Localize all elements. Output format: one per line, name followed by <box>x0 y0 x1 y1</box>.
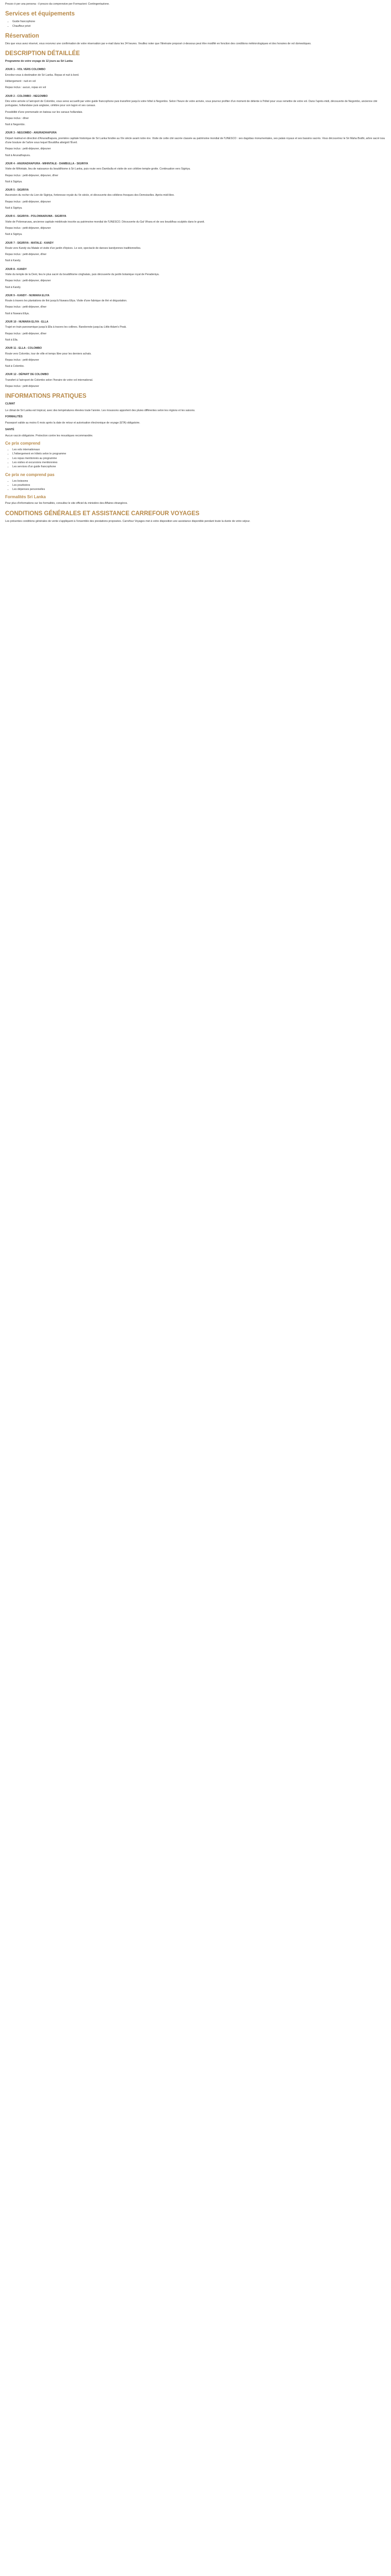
day-block <box>5 267 386 290</box>
info-section-text: Passeport valide au moins 6 mois après la date de retour et autorisation électronique de voyage (ETA) obligatoire. <box>5 421 140 425</box>
info-section-text: Le climat de Sri Lanka est tropical, avec des températures élevées toute l'année. Les moussons apportent des pluies différentes selon les régions et les saisons. <box>5 409 196 412</box>
day-title: JOUR 12 - DÉPART DE COLOMBO <box>5 373 49 377</box>
day-title: JOUR 8 - KANDY <box>5 267 27 271</box>
day-paragraph: Départ matinal en direction d'Anuradhapura, première capitale historique de Sri Lanka fondée au IVe siècle avant notre ère. Visite de cette cité sacrée classée au patrimoine mondial de l'UNESCO : ses dagobas monumentales, ses palais royaux et ses bassins sacrés. Vous découvrirez le Sri Maha Bodhi, arbre sacré issu d'une bouture de l'arbre sous lequel Bouddha atteignit l'Éveil. <box>5 137 385 145</box>
day-paragraph: Repas inclus : petit-déjeuner, déjeuner <box>5 200 51 204</box>
program-title: Programme de votre voyage de 12 jours au Sri Lanka <box>5 60 73 63</box>
info-section <box>5 428 386 438</box>
day-paragraph: Ascension du rocher du Lion de Sigiriya, forteresse royale du Ve siècle, et découverte des célèbres fresques des Demoiselles. Après-midi libre. <box>5 194 175 197</box>
day-paragraph: Repas inclus : petit-déjeuner, dîner <box>5 306 47 309</box>
day-block <box>5 214 386 236</box>
day-paragraph: Nuit à Sigiriya. <box>5 180 23 183</box>
day-title: JOUR 9 - KANDY - NUWARA ELIYA <box>5 294 50 297</box>
day-block <box>5 67 386 90</box>
not-included-title: Ce prix ne comprend pas <box>5 472 55 477</box>
day-paragraph: Repas inclus : petit-déjeuner, dîner <box>5 332 47 335</box>
day-title: JOUR 7 - SIGIRIYA - MATALE - KANDY <box>5 241 54 245</box>
day-paragraph: Visite de Mihintale, lieu de naissance du bouddhisme à Sri Lanka, puis route vers Dambulla et visite de son célèbre temple-grotte. Continuation vers Sigiriya. <box>5 167 191 171</box>
included-list <box>5 448 386 469</box>
day-paragraph: Nuit à Colombo. <box>5 365 25 368</box>
not-included-list <box>5 479 386 492</box>
day-paragraph: Dès votre arrivée à l'aéroport de Colombo, vous serez accueilli par votre guide francophone puis transféré jusqu'à votre hôtel à Negombo. Selon l'heure de votre arrivée, vous pourrez profiter d'un moment de détente à l'hôtel pour vous remettre de votre vol. Dans l'après-midi, découverte de Negombo, ancienne cité portugaise, hollandaise puis anglaise, célèbre pour son lagon et ses canaux. <box>5 99 378 108</box>
day-paragraph: Hébergement : nuit en vol <box>5 80 36 83</box>
not-included-item: • Les pourboires <box>12 483 386 487</box>
services-item: • Chauffeur privé <box>12 24 386 28</box>
day-title: JOUR 1 - VOL VERS COLOMBO <box>5 68 46 72</box>
included-item: • Les services d'un guide francophone <box>12 465 386 469</box>
included-item: • Les repas mentionnés au programme <box>12 456 386 461</box>
day-paragraph: Nuit à Anuradhapura. <box>5 154 31 157</box>
day-paragraph: Repas inclus : petit-déjeuner, déjeuner, dîner <box>5 174 58 177</box>
day-paragraph: Possibilité d'une promenade en bateau sur les canaux hollandais. <box>5 110 83 114</box>
day-paragraph: Trajet en train panoramique jusqu'à Ella à travers les collines. Randonnée jusqu'au Little Adam's Peak. <box>5 326 127 329</box>
info-section-title: CLIMAT <box>5 402 15 406</box>
description-title: DESCRIPTION DÉTAILLÉE <box>5 50 80 57</box>
services-title: Services et équipements <box>5 11 75 18</box>
info-section-title: SANTÉ <box>5 428 14 431</box>
day-paragraph: Route vers Kandy via Matale et visite d'un jardin d'épices. Le soir, spectacle de danses kandyennes traditionnelles. <box>5 246 141 250</box>
day-paragraph: Nuit à Sigiriya. <box>5 233 23 236</box>
day-paragraph: Repas inclus : petit-déjeuner, dîner <box>5 253 47 257</box>
services-list <box>5 20 386 28</box>
included-item: • Les visites et excursions mentionnées <box>12 461 386 465</box>
day-title: JOUR 4 - ANURADHAPURA - MIHINTALE - DAMBULLA - SIGIRIYA <box>5 162 88 165</box>
booking-title: Réservation <box>5 32 39 39</box>
included-item: • L'hébergement en hôtels selon le programme <box>12 452 386 456</box>
day-block <box>5 188 386 210</box>
not-included-item: • Les boissons <box>12 479 386 483</box>
day-title: JOUR 5 - SIGIRIYA <box>5 189 29 192</box>
day-paragraph: Transfert à l'aéroport de Colombo selon l'horaire de votre vol international. <box>5 378 93 382</box>
day-title: JOUR 2 - COLOMBO - NEGOMBO <box>5 94 48 98</box>
day-block <box>5 372 386 388</box>
info-section <box>5 415 386 426</box>
day-paragraph: Visite de Polonnaruwa, ancienne capitale médiévale inscrite au patrimoine mondial de l'UNESCO. Découverte du Gal Vihara et de ses bouddhas sculptés dans le granit. <box>5 220 205 224</box>
day-block <box>5 94 386 127</box>
day-paragraph: Nuit à Negombo. <box>5 123 25 127</box>
page <box>0 0 391 523</box>
day-block <box>5 294 386 316</box>
days-list <box>5 67 386 388</box>
day-block <box>5 162 386 184</box>
day-paragraph: Repas inclus : dîner <box>5 116 29 120</box>
day-title: JOUR 10 - NUWARA ELIYA - ELLA <box>5 320 48 324</box>
day-paragraph: Repas inclus : aucun, repas en vol <box>5 86 46 90</box>
included-item: • Les vols internationaux <box>12 448 386 452</box>
day-paragraph: Nuit à Ella. <box>5 338 19 342</box>
intro-text: Prezzo è per una persona - il prezzo da comprensive per Formazioni: Contingentazione. <box>5 3 110 6</box>
day-block <box>5 241 386 263</box>
info-section <box>5 402 386 413</box>
day-paragraph: Visite du temple de la Dent, lieu le plus sacré du bouddhisme cinghalais, puis découverte du jardin botanique royal de Peradeniya. <box>5 273 159 276</box>
booking-text: Dès que vous avez réservé, vous recevrez une confirmation de votre réservation par e-mail dans les 24 heures. Veuillez noter que l'itinéraire proposé ci-dessous peut être modifié en fonction des conditions météorologiques et des horaires de vol domestiques. <box>5 42 312 45</box>
info-section-text: Aucun vaccin obligatoire. Protection contre les moustiques recommandée. <box>5 434 93 437</box>
day-paragraph: Repas inclus : petit-déjeuner, déjeuner <box>5 226 51 230</box>
day-title: JOUR 11 - ELLA - COLOMBO <box>5 347 42 350</box>
day-block <box>5 131 386 157</box>
day-paragraph: Envolez-vous à destination de Sri Lanka. Repas et nuit à bord. <box>5 73 79 77</box>
day-paragraph: Nuit à Sigiriya. <box>5 207 23 210</box>
day-title: JOUR 3 - NEGOMBO - ANURADHAPURA <box>5 131 57 135</box>
day-paragraph: Repas inclus : petit-déjeuner <box>5 385 39 388</box>
day-paragraph: Nuit à Kandy. <box>5 259 21 263</box>
day-paragraph: Repas inclus : petit-déjeuner <box>5 358 39 362</box>
day-paragraph: Route vers Colombo, tour de ville et temps libre pour les derniers achats. <box>5 352 92 355</box>
info-section-title: FORMALITÉS <box>5 415 23 418</box>
included-title: Ce prix comprend <box>5 441 41 446</box>
day-block <box>5 346 386 368</box>
terms-title: CONDITIONS GÉNÉRALES ET ASSISTANCE CARREFOUR VOYAGES <box>5 510 200 517</box>
terms-text: Les présentes conditions générales de vente s'appliquent à l'ensemble des prestations proposées. Carrefour Voyages met à votre disposition une assistance disponible pendant toute la durée de votre séjour. <box>5 519 251 523</box>
day-paragraph: Repas inclus : petit-déjeuner, déjeuner <box>5 279 51 283</box>
day-paragraph: Nuit à Kandy. <box>5 285 21 289</box>
services-item: • Guide francophone <box>12 20 386 24</box>
extra-text: Pour plus d'informations sur les formalités, consultez le site officiel du ministère des Affaires étrangères. <box>5 502 128 505</box>
not-included-item: • Les dépenses personnelles <box>12 487 386 492</box>
day-paragraph: Repas inclus : petit-déjeuner, déjeuner <box>5 147 51 151</box>
day-paragraph: Nuit à Nuwara Eliya. <box>5 312 29 315</box>
info-title: INFORMATIONS PRATIQUES <box>5 393 87 400</box>
extra-title: Formalités Sri Lanka <box>5 495 46 500</box>
day-block <box>5 320 386 342</box>
day-paragraph: Route à travers les plantations de thé jusqu'à Nuwara Eliya. Visite d'une fabrique de thé et dégustation. <box>5 299 127 303</box>
day-title: JOUR 6 - SIGIRIYA - POLONNARUWA - SIGIRIYA <box>5 215 67 218</box>
